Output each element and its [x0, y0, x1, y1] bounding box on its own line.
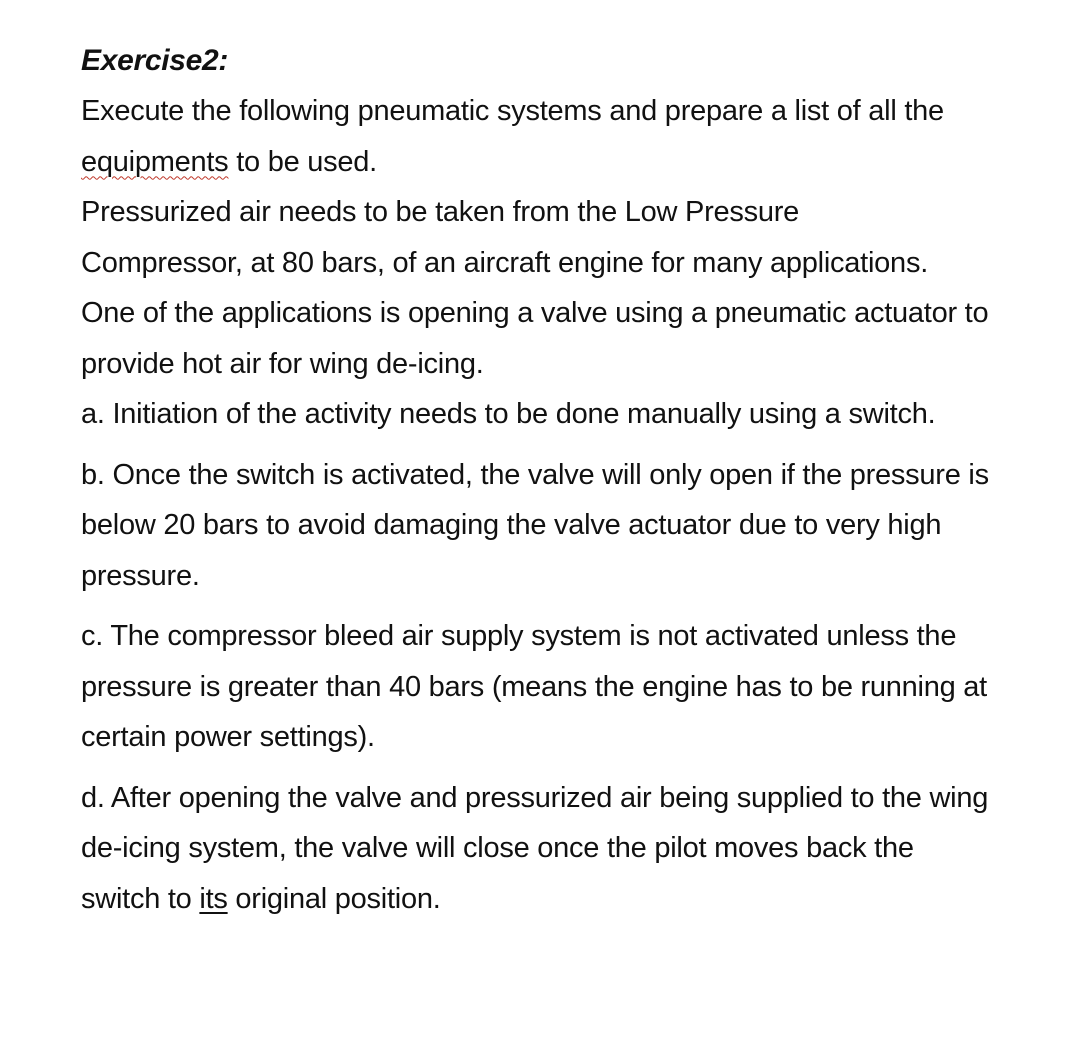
spellcheck-flagged-word: equipments	[81, 145, 229, 178]
underlined-word: its	[199, 882, 228, 915]
item-a: a. Initiation of the activity needs to be done manually using a switch.	[81, 398, 936, 430]
item-c: c. The compressor bleed air supply system is not activated unless the pressure is greater than 40 bars (means the engine has to be running at certain power settings).	[81, 620, 987, 753]
context-paragraph-2: One of the applications is opening a valve using a pneumatic actuator to provide hot air for wing de-icing.	[81, 297, 989, 380]
item-b: b. Once the switch is activated, the valve will only open if the pressure is below 20 bars to avoid damaging the valve actuator due to very high pressure.	[81, 458, 989, 592]
context-paragraph-1: Pressurized air needs to be taken from the Low Pressure Compressor, at 80 bars, of an aircraft engine for many applications.	[81, 196, 928, 279]
intro-paragraph	[81, 86, 981, 187]
item-d-text-start: d. After opening the valve and pressurized air being supplied to the wing de-icing system, the valve will close once the pilot moves back the switch to	[81, 781, 989, 915]
intro-text-end: to be used.	[228, 145, 377, 178]
exercise-heading: Exercise2:	[81, 44, 229, 77]
intro-text-start: Execute the following pneumatic systems and prepare a list of all the	[81, 95, 944, 127]
document-page	[81, 36, 1041, 924]
item-d-text-end: original position.	[227, 882, 441, 915]
item-d	[81, 773, 996, 925]
